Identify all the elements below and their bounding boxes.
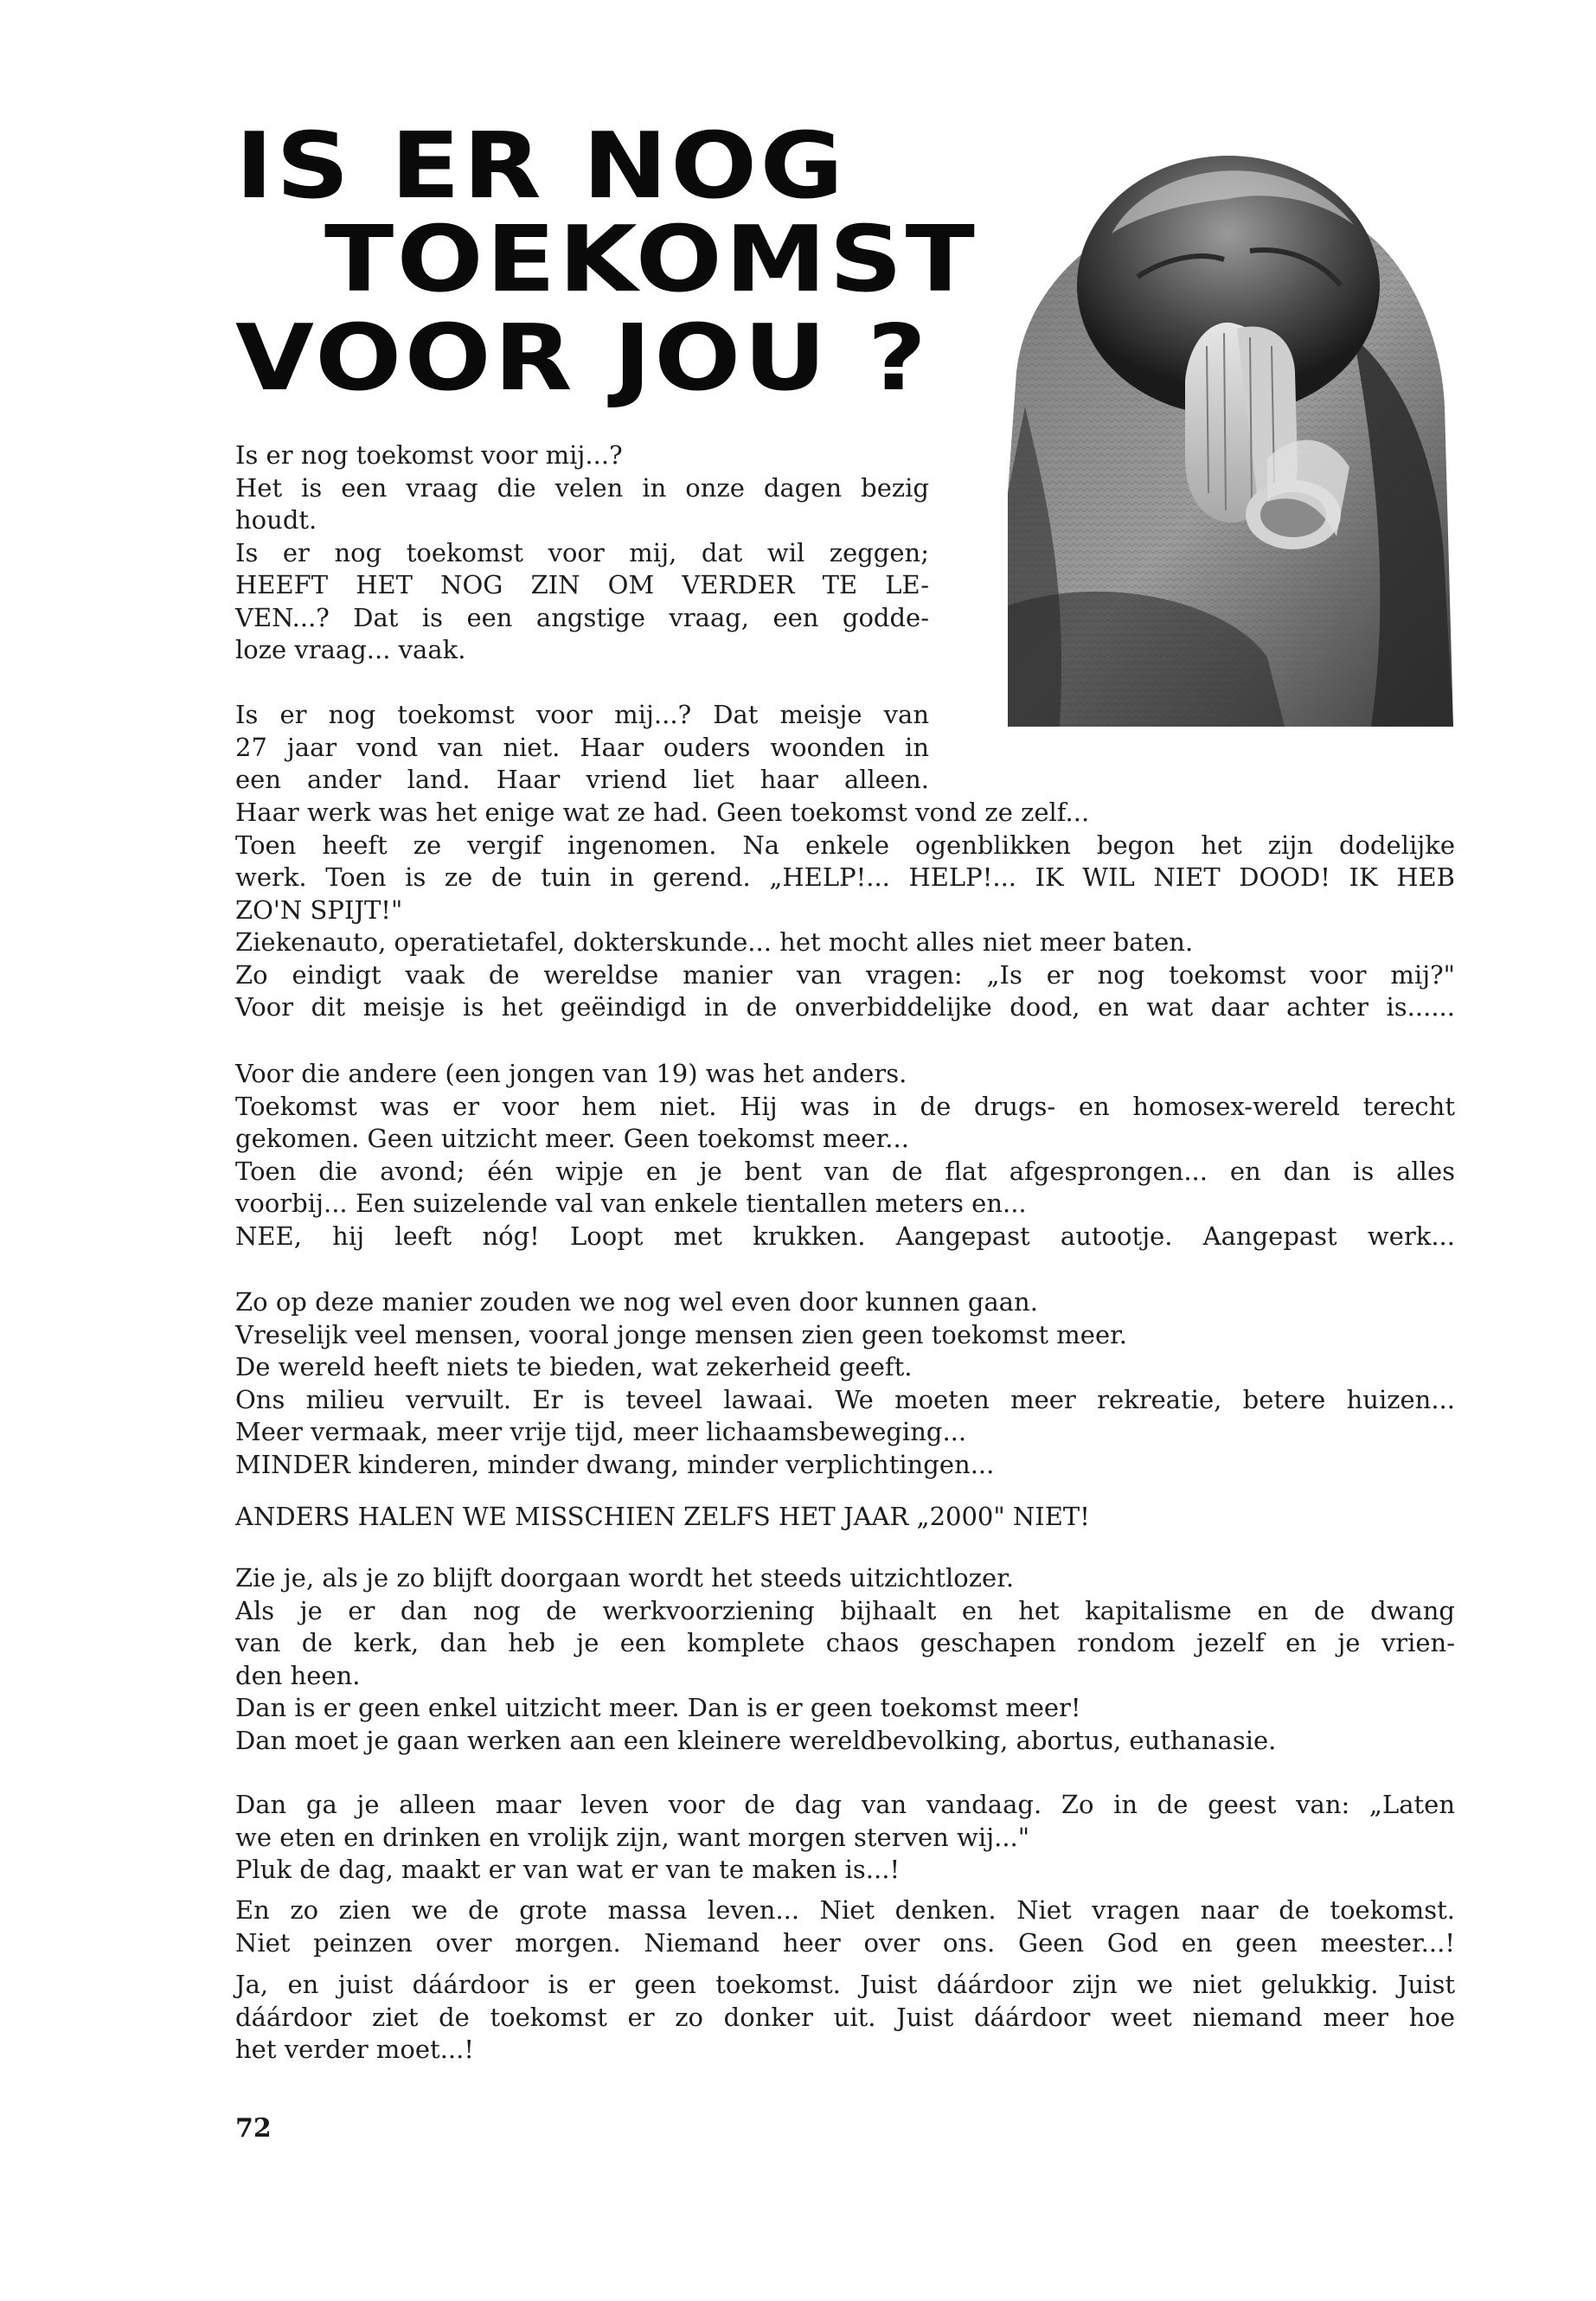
text-line: De wereld heeft niets te bieden, wat zekerheid geeft. (235, 1352, 913, 1381)
text-line: van de kerk, dan heb je een komplete chaos geschapen rondom jezelf en je vrien- (235, 1628, 1455, 1657)
text-line: Voor dit meisje is het geëindigd in de onverbiddelijke dood, en wat daar achter is...... (235, 992, 1455, 1022)
text-line: MINDER kinderen, minder dwang, minder verplichtingen... (235, 1449, 995, 1479)
text-line: dáárdoor ziet de toekomst er zo donker uit. Juist dáárdoor weet niemand meer hoe (235, 2002, 1455, 2032)
text-line: Zo eindigt vaak de wereldse manier van vragen: „Is er nog toekomst voor mij?" (235, 959, 1455, 990)
text-line: Niet peinzen over morgen. Niemand heer over ons. Geen God en geen meester...! (235, 1927, 1455, 1958)
text-line: ZO'N SPIJT!" (235, 894, 403, 925)
text-line: gekomen. Geen uitzicht meer. Geen toekomst meer... (235, 1124, 909, 1153)
text-line: Toen heeft ze vergif ingenomen. Na enkele ogenblikken begon het zijn dodelijke (235, 830, 1455, 860)
text-line: Pluk de dag, maakt er van wat er van te maken is...! (235, 1855, 901, 1884)
paragraph-6 (235, 1562, 1455, 1757)
text-line: Dan is er geen enkel uitzicht meer. Dan is er geen toekomst meer! (235, 1693, 1081, 1722)
text-line: Is er nog toekomst voor mij...? Dat meisje van (235, 700, 929, 729)
text-line: Haar werk was het enige wat ze had. Geen toekomst vond ze zelf... (235, 798, 1090, 827)
text-line: Dan moet je gaan werken aan een kleinere wereldbevolking, abortus, euthanasie. (235, 1725, 1277, 1755)
text-line: Als je er dan nog de werkvoorziening bijhaalt en het kapitalisme en de dwang (235, 1595, 1455, 1625)
photo-despairing-person (1008, 121, 1453, 734)
text-line: Voor die andere (een jongen van 19) was het anders. (235, 1059, 907, 1088)
text-line: VEN...? Dat is een angstige vraag, een godde- (235, 602, 929, 632)
text-line: Is er nog toekomst voor mij...? (235, 440, 623, 470)
text-line: Is er nog toekomst voor mij, dat wil zeggen; (235, 537, 929, 567)
text-line: we eten en drinken en vrolijk zijn, want morgen sterven wij..." (235, 1822, 1030, 1852)
text-line: voorbij... Een suizelende val van enkele tientallen meters en... (235, 1189, 1027, 1218)
text-line: 27 jaar vond van niet. Haar ouders woonden in (235, 732, 929, 762)
text-line: En zo zien we de grote massa leven... Niet denken. Niet vragen naar de toekomst. (235, 1895, 1455, 1925)
text-line: Ja, en juist dáárdoor is er geen toekomst. Juist dáárdoor zijn we niet gelukkig. Juist (235, 1970, 1455, 1999)
paragraph-9 (235, 1969, 1455, 2067)
paragraph-7 (235, 1789, 1455, 1887)
paragraph-3 (235, 1058, 1455, 1253)
title-line-3: VOOR JOU ? (235, 305, 930, 411)
text-line: ANDERS HALEN WE MISSCHIEN ZELFS HET JAAR „2000" NIET! (235, 1502, 1090, 1531)
text-line: Vreselijk veel mensen, vooral jonge mensen zien geen toekomst meer. (235, 1319, 1128, 1349)
paragraph-2-narrow (235, 699, 929, 797)
paragraph-5 (235, 1501, 1455, 1534)
text-line: Dan ga je alleen maar leven voor de dag van vandaag. Zo in de geest van: „Laten (235, 1790, 1455, 1819)
paragraph-2-wide (235, 797, 1455, 1024)
text-line: Het is een vraag die velen in onze dagen bezig (235, 472, 929, 503)
text-line: Zo op deze manier zouden we nog wel even door kunnen gaan. (235, 1287, 1038, 1317)
text-line: een ander land. Haar vriend liet haar alleen. (235, 765, 929, 794)
text-line: werk. Toen is ze de tuin in gerend. „HELP!... HELP!... IK WIL NIET DOOD! IK HEB (235, 862, 1455, 892)
title-line-2: TOEKOMST (324, 207, 978, 312)
text-line: NEE, hij leeft nóg! Loopt met krukken. Aangepast autootje. Aangepast werk... (235, 1221, 1455, 1251)
title-line-1: IS ER NOG (235, 113, 847, 219)
text-line: Zie je, als je zo blijft doorgaan wordt het steeds uitzichtlozer. (235, 1563, 1015, 1593)
text-line: houdt. (235, 505, 317, 535)
text-line: den heen. (235, 1660, 361, 1690)
paragraph-4 (235, 1286, 1455, 1481)
text-line: Toen die avond; één wipje en je bent van de flat afgesprongen... en dan is alles (235, 1156, 1455, 1186)
page-number: 72 (235, 2113, 272, 2144)
text-line: het verder moet...! (235, 2035, 475, 2064)
text-line: Toekomst was er voor hem niet. Hij was in de drugs- en homosex-wereld terecht (235, 1091, 1455, 1121)
paragraph-1 (235, 439, 929, 667)
text-line: Meer vermaak, meer vrije tijd, meer lichaamsbeweging... (235, 1417, 967, 1446)
text-line: Ziekenauto, operatietafel, dokterskunde... het mocht alles niet meer baten. (235, 927, 1194, 957)
text-line: HEEFT HET NOG ZIN OM VERDER TE LE- (235, 570, 929, 599)
text-line: Ons milieu vervuilt. Er is teveel lawaai. We moeten meer rekreatie, betere huizen... (235, 1384, 1455, 1414)
text-line: loze vraag... vaak. (235, 635, 466, 664)
paragraph-8 (235, 1894, 1455, 1959)
